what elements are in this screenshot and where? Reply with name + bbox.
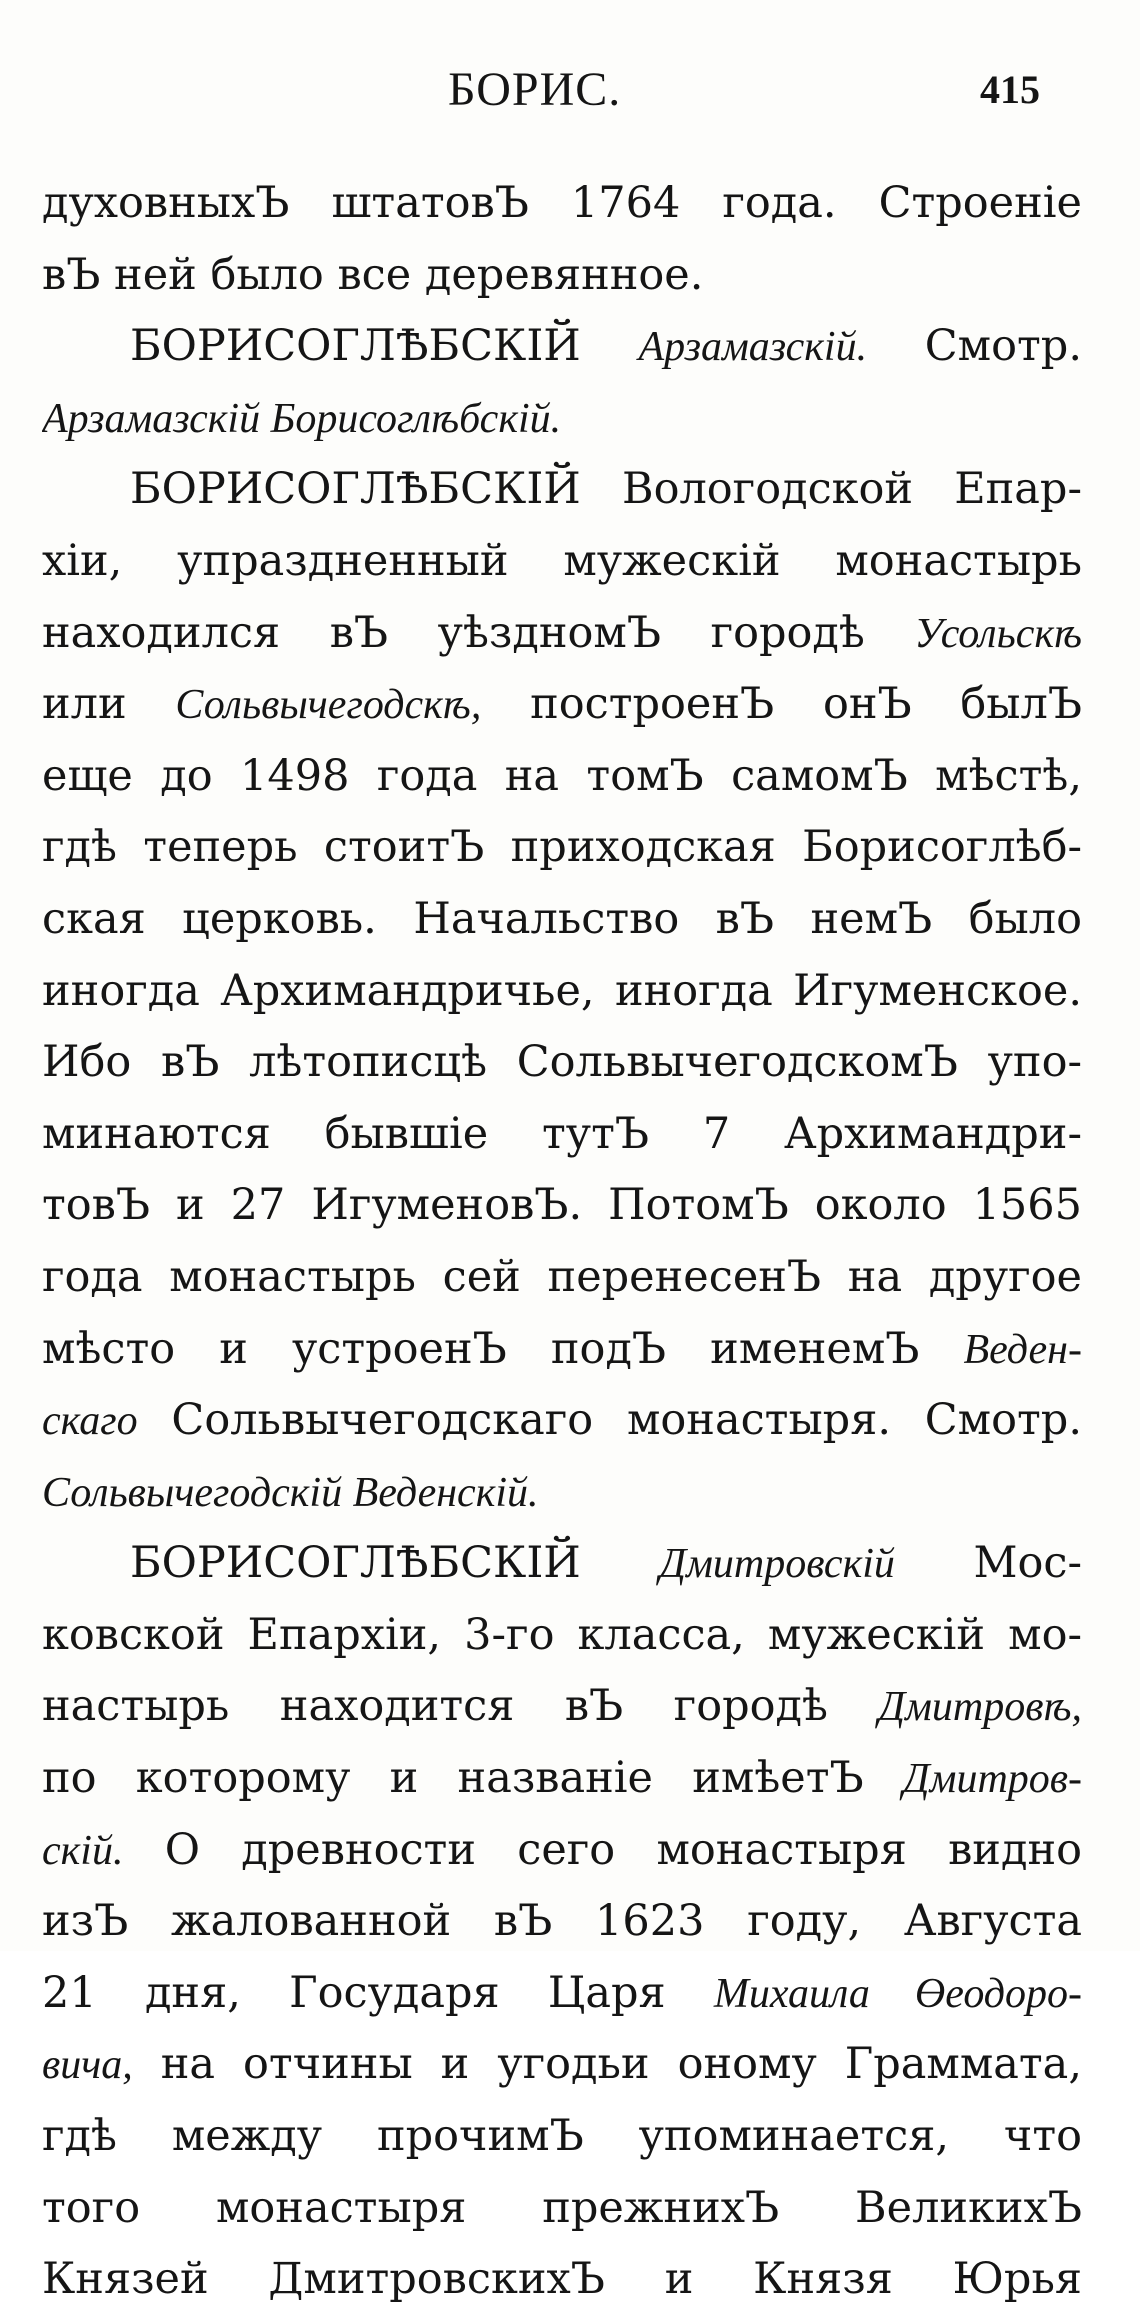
- italic-text: Арзамазскій.: [638, 324, 868, 371]
- text-segment: ская церковь. Начальство вЪ немЪ было: [42, 893, 1082, 944]
- text-line: [42, 1314, 1082, 1386]
- text-line: [42, 1170, 1082, 1242]
- text-line: [42, 1600, 1082, 1672]
- text-line: [42, 383, 1082, 455]
- text-line: [42, 526, 1082, 598]
- text-segment: настырь находится вЪ городѣ: [42, 1681, 879, 1732]
- italic-text: Сольвычегодскій Веденскій.: [42, 1469, 539, 1516]
- text-segment: О древности сего монастыря видно: [123, 1824, 1082, 1875]
- text-segment: или: [42, 679, 176, 730]
- italic-text: Михаила Өеодоро-: [713, 1970, 1082, 2017]
- page-number: 415: [980, 67, 1040, 112]
- body-text: [42, 168, 1082, 2316]
- text-line: [42, 1385, 1082, 1457]
- text-segment: Мос-: [894, 1538, 1082, 1589]
- text-line: [42, 669, 1082, 741]
- text-segment: БОРИСОГЛѢБСКІЙ: [130, 1538, 660, 1589]
- italic-text: Дмитровѣ,: [878, 1684, 1082, 1731]
- text-line: [42, 1242, 1082, 1314]
- text-segment: вЪ ней было все деревянное.: [42, 249, 704, 300]
- text-segment: минаются бывшіе тутЪ 7 Архимандри-: [42, 1108, 1082, 1159]
- text-segment: ковской Епархіи, 3-го класса, мужескій мо-: [42, 1609, 1082, 1660]
- text-line: [42, 168, 1082, 240]
- text-segment: гдѣ теперь стоитЪ приходская Борисоглѣб-: [42, 822, 1082, 873]
- text-segment: года монастырь сей перенесенЪ на другое: [42, 1251, 1082, 1302]
- text-line: [42, 812, 1082, 884]
- text-segment: Ибо вЪ лѣтописцѣ СольвычегодскомЪ упо-: [42, 1037, 1082, 1088]
- text-line: [42, 2101, 1082, 2173]
- running-head: БОРИС.: [448, 63, 622, 116]
- text-segment: по которому и названіе имѣетЪ: [42, 1753, 903, 1804]
- text-segment: гдѣ между прочимЪ упоминается, что: [42, 2111, 1082, 2162]
- text-segment: построенЪ онЪ былЪ: [481, 679, 1082, 730]
- text-segment: мѣсто и устроенЪ подЪ именемЪ: [42, 1323, 964, 1374]
- text-segment: изЪ жалованной вЪ 1623 году, Августа: [42, 1896, 1082, 1947]
- text-segment: хіи, упраздненный мужескій монастырь: [42, 535, 1082, 586]
- italic-text: Веден-: [963, 1326, 1082, 1373]
- italic-text: Усольскѣ: [914, 610, 1082, 657]
- text-segment: того монастыря прежнихЪ ВеликихЪ: [42, 2182, 1082, 2233]
- text-line: [42, 311, 1082, 383]
- text-segment: на отчины и угодьи оному Граммата,: [132, 2039, 1082, 2090]
- text-line: [42, 1743, 1082, 1815]
- text-line: [42, 1815, 1082, 1887]
- text-segment: Смотр.: [867, 321, 1082, 372]
- text-segment: иногда Архимандричье, иногда Игуменское.: [42, 965, 1082, 1016]
- text-line: [42, 1099, 1082, 1171]
- text-line: [42, 2244, 1082, 2316]
- text-line: [42, 1457, 1082, 1529]
- text-line: [42, 1958, 1082, 2030]
- text-line: [42, 240, 1082, 312]
- text-segment: Князей ДмитровскихЪ и Князя Юрья: [42, 2254, 1082, 2305]
- text-line: [42, 1027, 1082, 1099]
- text-segment: 21 дня, Государя Царя: [42, 1967, 714, 2018]
- text-line: [42, 598, 1082, 670]
- italic-text: Арзамазскій Борисоглѣбскій.: [42, 395, 562, 442]
- text-line: [42, 956, 1082, 1028]
- text-segment: Сольвычегодскаго монастыря. Смотр.: [137, 1395, 1082, 1446]
- text-line: [42, 1671, 1082, 1743]
- italic-text: вича,: [42, 2042, 133, 2089]
- text-line: [42, 1528, 1082, 1600]
- text-segment: духовныхЪ штатовЪ 1764 года. Строеніе: [42, 178, 1082, 228]
- italic-text: Дмитровскій: [659, 1541, 895, 1588]
- text-line: [42, 454, 1082, 526]
- text-segment: БОРИСОГЛѢБСКІЙ: [130, 321, 639, 372]
- italic-text: скаго: [42, 1398, 138, 1445]
- text-line: [42, 1886, 1082, 1958]
- text-segment: товЪ и 27 ИгуменовЪ. ПотомЪ около 1565: [42, 1180, 1082, 1231]
- text-line: [42, 2029, 1082, 2101]
- text-line: [42, 2173, 1082, 2245]
- italic-text: Дмитров-: [902, 1756, 1082, 1803]
- text-segment: БОРИСОГЛѢБСКІЙ Вологодской Епар-: [130, 464, 1082, 515]
- text-segment: еще до 1498 года на томЪ самомЪ мѣстѣ,: [42, 750, 1082, 801]
- page-header: [0, 58, 1140, 138]
- text-segment: находился вЪ уѣздномЪ городѣ: [42, 607, 915, 658]
- italic-text: Сольвычегодскѣ,: [175, 682, 482, 729]
- italic-text: скій.: [42, 1827, 124, 1874]
- text-line: [42, 741, 1082, 813]
- text-line: [42, 884, 1082, 956]
